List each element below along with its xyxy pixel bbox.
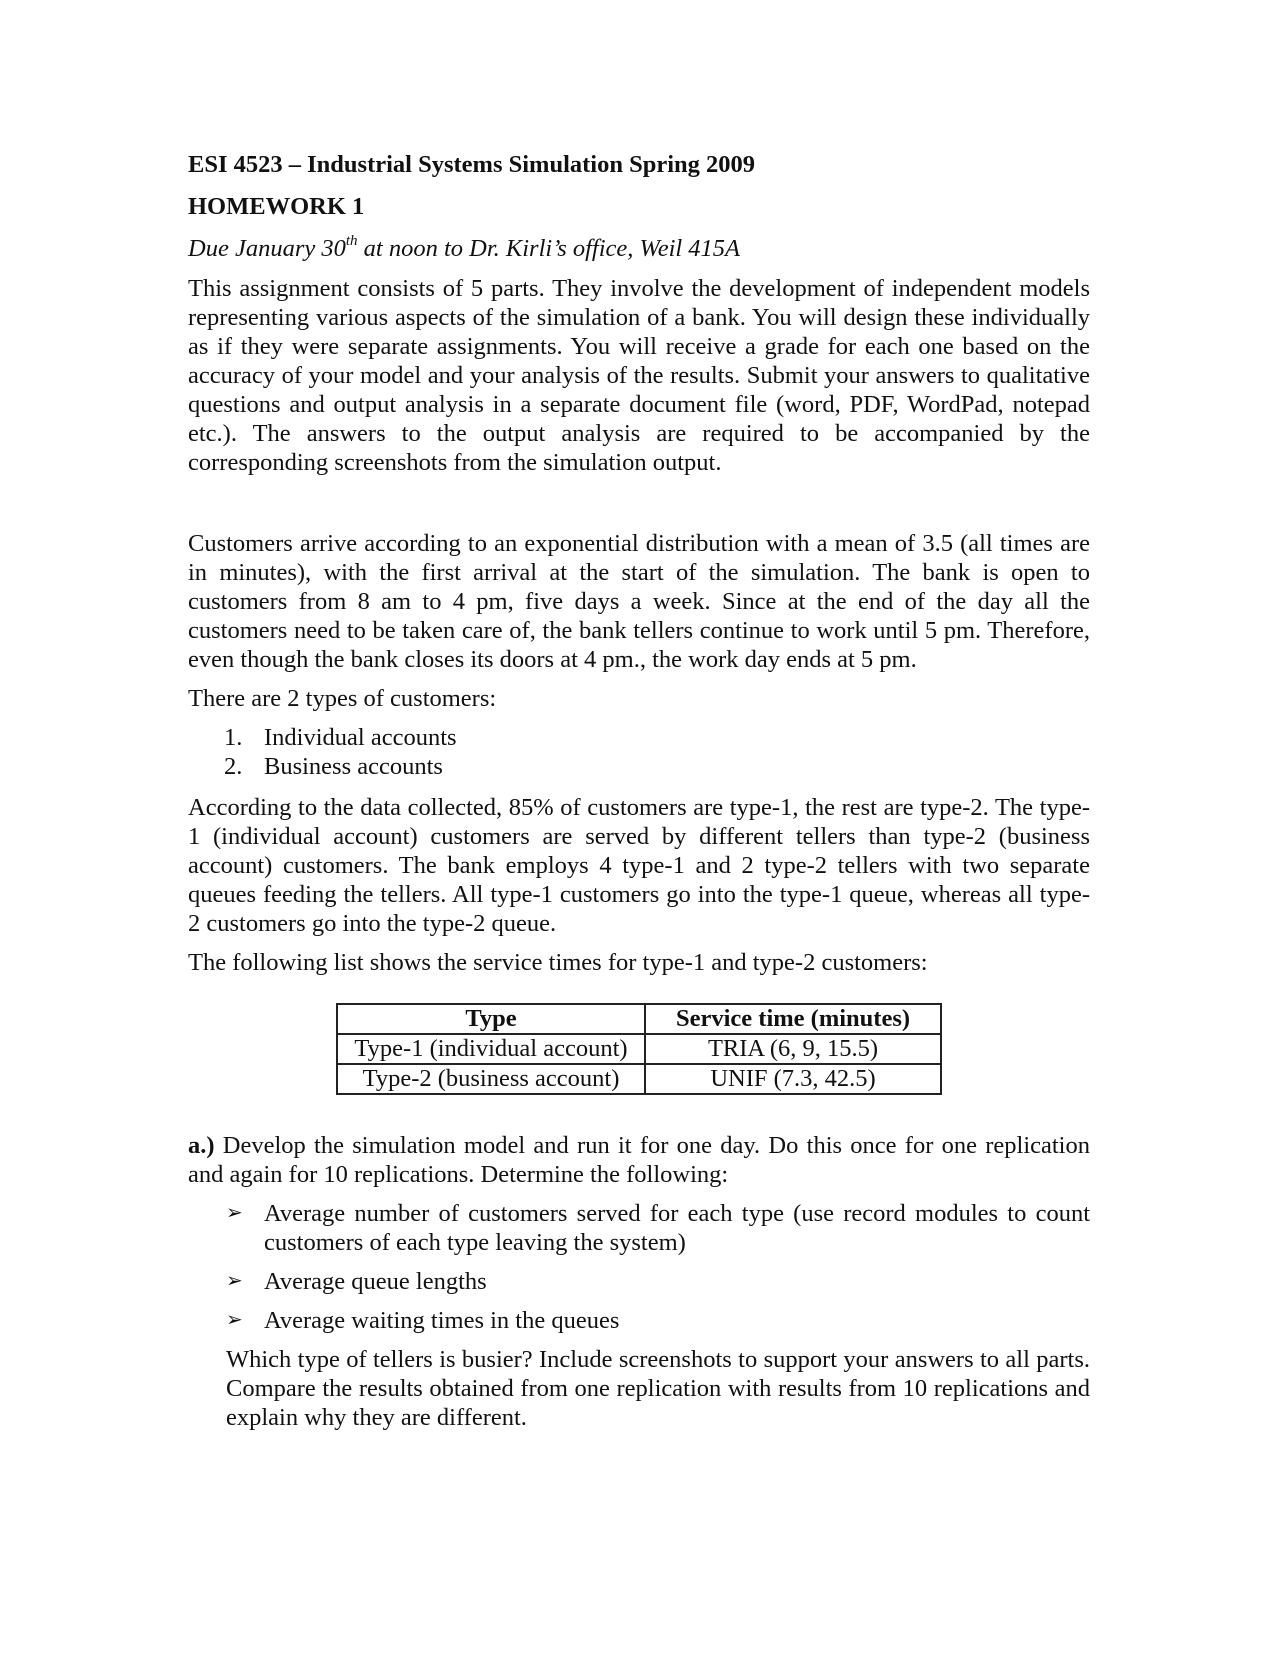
- arrow-bullet-icon: ➢: [226, 1202, 243, 1224]
- header-type: Type: [337, 1004, 645, 1034]
- part-a-paragraph: [188, 1131, 1090, 1189]
- data-paragraph: According to the data collected, 85% of customers are type-1, the rest are type-2. The type-1 (individual account) customers are served by different tellers than type-2 (business account) customers. The bank employs 4 type-1 and 2 type-2 tellers with two separate queues feeding the tellers. All type-1 customers go into the type-1 queue, whereas all type-2 customers go into the type-2 queue.: [188, 794, 1090, 937]
- customer-types-intro: There are 2 types of customers:: [188, 685, 497, 712]
- list-item: [188, 1267, 1090, 1296]
- part-a-label: a.): [188, 1132, 215, 1159]
- list-item: [188, 723, 1090, 752]
- service-table-wrapper: [188, 1003, 1090, 1095]
- table-cell: Type-2 (business account): [337, 1064, 645, 1094]
- course-title: ESI 4523 – Industrial Systems Simulation Spring 2009: [188, 151, 756, 178]
- service-times-intro: The following list shows the service times for type-1 and type-2 customers:: [188, 949, 928, 976]
- header-service-time: Service time (minutes): [645, 1004, 941, 1034]
- bullet-text: Average waiting times in the queues: [264, 1307, 620, 1334]
- table-row: [337, 1034, 941, 1064]
- due-suffix: at noon to Dr. Kirli’s office, Weil 415A: [357, 235, 741, 262]
- bullet-text: Average number of customers served for each type (use record modules to count customers of each type leaving the system): [264, 1200, 1090, 1256]
- part-a-bullet-list: [188, 1199, 1090, 1335]
- customer-types-list: [188, 723, 1090, 781]
- list-item: [188, 1306, 1090, 1335]
- table-cell: TRIA (6, 9, 15.5): [645, 1034, 941, 1064]
- list-label: Individual accounts: [264, 724, 457, 751]
- due-date-line: [188, 234, 1090, 270]
- arrow-bullet-icon: ➢: [226, 1270, 243, 1292]
- arrivals-paragraph: Customers arrive according to an exponential distribution with a mean of 3.5 (all times are in minutes), with the first arrival at the start of the simulation. The bank is open to customers from 8 am to 4 pm, five days a week. Since at the end of the day all the customers need to be taken care of, the bank tellers continue to work until 5 pm. Therefore, even though the bank closes its doors at 4 pm., the work day ends at 5 pm.: [188, 530, 1090, 673]
- homework-heading: HOMEWORK 1: [188, 193, 365, 220]
- part-a-closing: Which type of tellers is busier? Include screenshots to support your answers to all parts. Compare the results obtained from one replication with results from 10 replications and explain why they are different.: [226, 1346, 1090, 1431]
- list-item: [188, 752, 1090, 781]
- part-a-text: Develop the simulation model and run it for one day. Do this once for one replication and again for 10 replications. Determine the following:: [188, 1132, 1090, 1188]
- due-superscript: th: [345, 232, 358, 249]
- intro-paragraph: This assignment consists of 5 parts. They involve the development of independent models representing various aspects of the simulation of a bank. You will design these individually as if they were separate assignments. You will receive a grade for each one based on the accuracy of your model and your analysis of the results. Submit your answers to qualitative questions and output analysis in a separate document file (word, PDF, WordPad, notepad etc.). The answers to the output analysis are required to be accompanied by the corresponding screenshots from the simulation output.: [188, 275, 1090, 476]
- table-header-row: [337, 1004, 941, 1034]
- list-item: [188, 1199, 1090, 1257]
- list-label: Business accounts: [264, 753, 443, 780]
- table-cell: UNIF (7.3, 42.5): [645, 1064, 941, 1094]
- bullet-text: Average queue lengths: [264, 1268, 487, 1295]
- service-time-table: [336, 1003, 942, 1095]
- arrow-bullet-icon: ➢: [226, 1309, 243, 1331]
- list-number: 2.: [224, 753, 243, 780]
- table-row: [337, 1064, 941, 1094]
- due-prefix: Due January 30: [188, 235, 346, 262]
- document-page: [188, 150, 1090, 1432]
- table-cell: Type-1 (individual account): [337, 1034, 645, 1064]
- list-number: 1.: [224, 724, 243, 751]
